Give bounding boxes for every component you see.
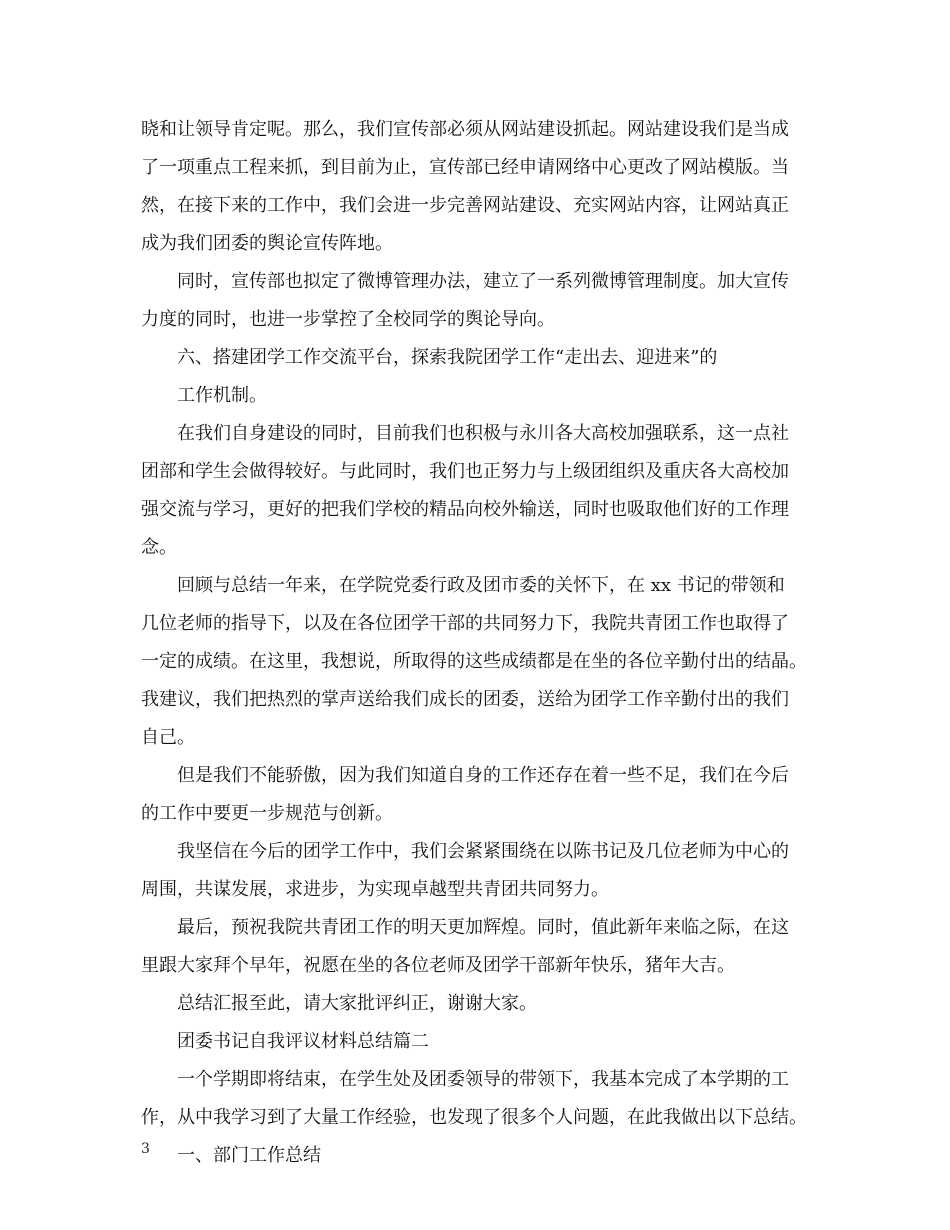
text-line: 几位老师的指导下，以及在各位团学干部的共同努力下，我院共青团工作也取得了: [141, 613, 789, 634]
text-line: 团部和学生会做得较好。与此同时，我们也正努力与上级团组织及重庆各大高校加: [141, 461, 789, 482]
text-line: 然，在接下来的工作中，我们会进一步完善网站建设、充实网站内容，让网站真正: [141, 195, 789, 216]
text-line: 总结汇报至此，请大家批评纠正，谢谢大家。: [177, 993, 537, 1014]
text-line: 力度的同时，也进一步掌控了全校同学的舆论导向。: [141, 309, 555, 330]
text-line: 晓和让领导肯定呢。那么，我们宣传部必须从网站建设抓起。网站建设我们是当成: [141, 119, 789, 140]
text-line: 最后，预祝我院共青团工作的明天更加辉煌。同时，值此新年来临之际，在这: [177, 917, 789, 938]
text-line: 强交流与学习，更好的把我们学校的精品向校外输送，同时也吸取他们好的工作理: [141, 499, 789, 520]
text-line: 我建议，我们把热烈的掌声送给我们成长的团委，送给为团学工作辛勤付出的我们: [141, 689, 789, 710]
text-line: 的工作中要更一步规范与创新。: [141, 803, 393, 824]
section-title: 团委书记自我评议材料总结篇二: [177, 1031, 429, 1052]
text-line: 同时，宣传部也拟定了微博管理办法，建立了一系列微博管理制度。加大宣传: [177, 271, 789, 292]
text-line: 念。: [141, 537, 177, 558]
section-heading: 一、部门工作总结: [177, 1145, 321, 1166]
text-line: 作，从中我学习到了大量工作经验，也发现了很多个人问题，在此我做出以下总结。: [141, 1107, 807, 1128]
text-line: 但是我们不能骄傲，因为我们知道自身的工作还存在着一些不足，我们在今后: [177, 765, 789, 786]
text-line: 一个学期即将结束，在学生处及团委领导的带领下，我基本完成了本学期的工: [177, 1069, 789, 1090]
text-line: 里跟大家拜个早年，祝愿在坐的各位老师及团学干部新年快乐，猪年大吉。: [141, 955, 735, 976]
text-line: 了一项重点工程来抓，到目前为止，宣传部已经申请网络中心更改了网站模版。当: [141, 157, 789, 178]
text-line: 一定的成绩。在这里，我想说，所取得的这些成绩都是在坐的各位辛勤付出的结晶。: [141, 651, 807, 672]
page-number: 3: [141, 1141, 150, 1157]
text-line: 自己。: [141, 727, 195, 748]
text-line: 我坚信在今后的团学工作中，我们会紧紧围绕在以陈书记及几位老师为中心的: [177, 841, 789, 862]
text-line: 回顾与总结一年来，在学院党委行政及团市委的关怀下，在 xx 书记的带领和: [177, 575, 785, 596]
text-line: 在我们自身建设的同时，目前我们也积极与永川各大高校加强联系，这一点社: [177, 423, 789, 444]
section-heading: 工作机制。: [177, 385, 267, 406]
text-line: 周围，共谋发展，求进步，为实现卓越型共青团共同努力。: [141, 879, 609, 900]
text-line: 成为我们团委的舆论宣传阵地。: [141, 233, 393, 254]
section-heading: 六、搭建团学工作交流平台，探索我院团学工作“走出去、迎进来”的: [177, 347, 718, 368]
